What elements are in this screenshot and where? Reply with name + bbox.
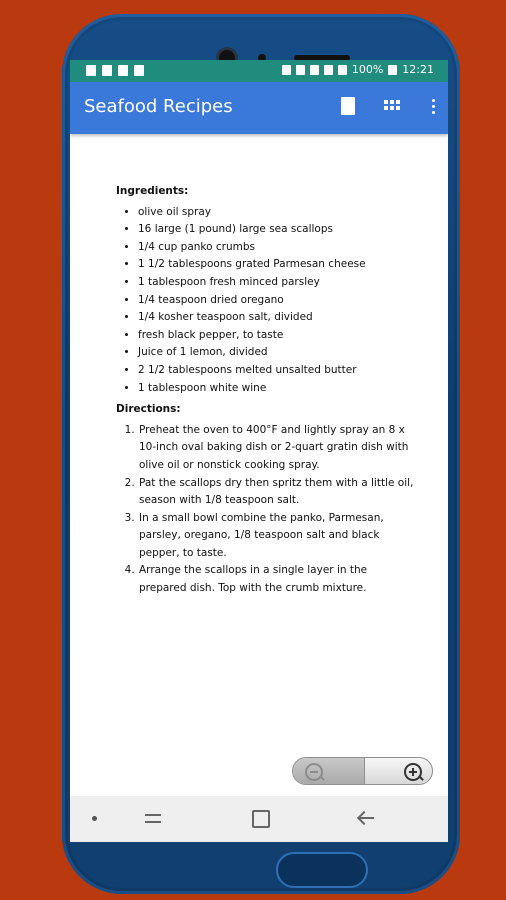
direction-step: 2. Pat the scallops dry then spritz them with a little oil, season with 1/8 teaspoon salt. — [138, 475, 416, 510]
wifi-icon — [310, 65, 319, 75]
grid-icon[interactable] — [382, 96, 404, 118]
direction-step: 4. Arrange the scallops in a single layer in the prepared dish. Top with the crumb mixture. — [138, 562, 416, 597]
system-navigation-bar — [70, 796, 448, 842]
directions-heading: Directions: — [116, 403, 181, 416]
file-notification-icon — [102, 65, 112, 76]
ingredient-item: • olive oil spray — [138, 204, 416, 222]
zoom-out-button[interactable] — [293, 758, 365, 785]
ingredient-item: • 16 large (1 pound) large sea scallops — [138, 221, 416, 239]
ingredient-item: • 1 1/2 tablespoons grated Parmesan cheese — [138, 256, 416, 274]
clipboard-notification-icon — [118, 65, 128, 76]
zoom-out-icon — [305, 763, 323, 781]
more-vert-icon[interactable] — [424, 96, 446, 118]
recipe-content — [116, 183, 416, 602]
zoom-in-icon — [404, 763, 422, 781]
direction-step: 3. In a small bowl combine the panko, Parmesan, parsley, oregano, 1/8 teaspoon salt and black pepper, to taste. — [138, 510, 416, 563]
notification-icons — [86, 65, 144, 76]
app-title: Seafood Recipes — [84, 96, 233, 117]
doc-icon[interactable] — [338, 96, 360, 118]
ingredient-item: • Juice of 1 lemon, divided — [138, 344, 416, 362]
status-right — [282, 63, 434, 76]
home-icon[interactable] — [252, 810, 270, 828]
ingredient-item: • 1/4 cup panko crumbs — [138, 239, 416, 257]
download-notification-icon — [134, 65, 144, 76]
battery-percentage: 100% — [351, 63, 384, 76]
ingredient-item: • 1/4 teaspoon dried oregano — [138, 292, 416, 310]
ingredient-item: • 2 1/2 tablespoons melted unsalted butter — [138, 362, 416, 380]
directions-list — [116, 422, 416, 598]
sim-icon — [324, 65, 333, 75]
recent-apps-icon[interactable] — [145, 810, 163, 826]
signal-icon — [338, 65, 347, 75]
back-icon[interactable] — [356, 809, 374, 827]
dot-icon — [92, 816, 97, 821]
app-bar — [70, 82, 448, 134]
ingredient-item: • 1 tablespoon white wine — [138, 380, 416, 398]
zoom-control — [292, 757, 433, 785]
physical-home-button[interactable] — [276, 852, 368, 888]
direction-step: 1. Preheat the oven to 400°F and lightly spray an 8 x 10-inch oval baking dish or 2-quart gratin dish with olive oil or nonstick cooking spray. — [138, 422, 416, 475]
ingredient-item: • fresh black pepper, to taste — [138, 327, 416, 345]
status-bar — [70, 60, 448, 82]
ingredient-item: • 1/4 kosher teaspoon salt, divided — [138, 309, 416, 327]
status-time: 12:21 — [402, 63, 434, 76]
ingredient-item: • 1 tablespoon fresh minced parsley — [138, 274, 416, 292]
mute-icon — [296, 65, 305, 75]
alarm-icon — [282, 65, 291, 75]
image-notification-icon — [86, 65, 96, 76]
zoom-in-button[interactable] — [364, 758, 433, 785]
ingredients-heading: Ingredients: — [116, 185, 189, 197]
ingredients-list — [116, 204, 416, 398]
battery-icon — [388, 65, 397, 75]
phone-screen — [70, 60, 448, 842]
